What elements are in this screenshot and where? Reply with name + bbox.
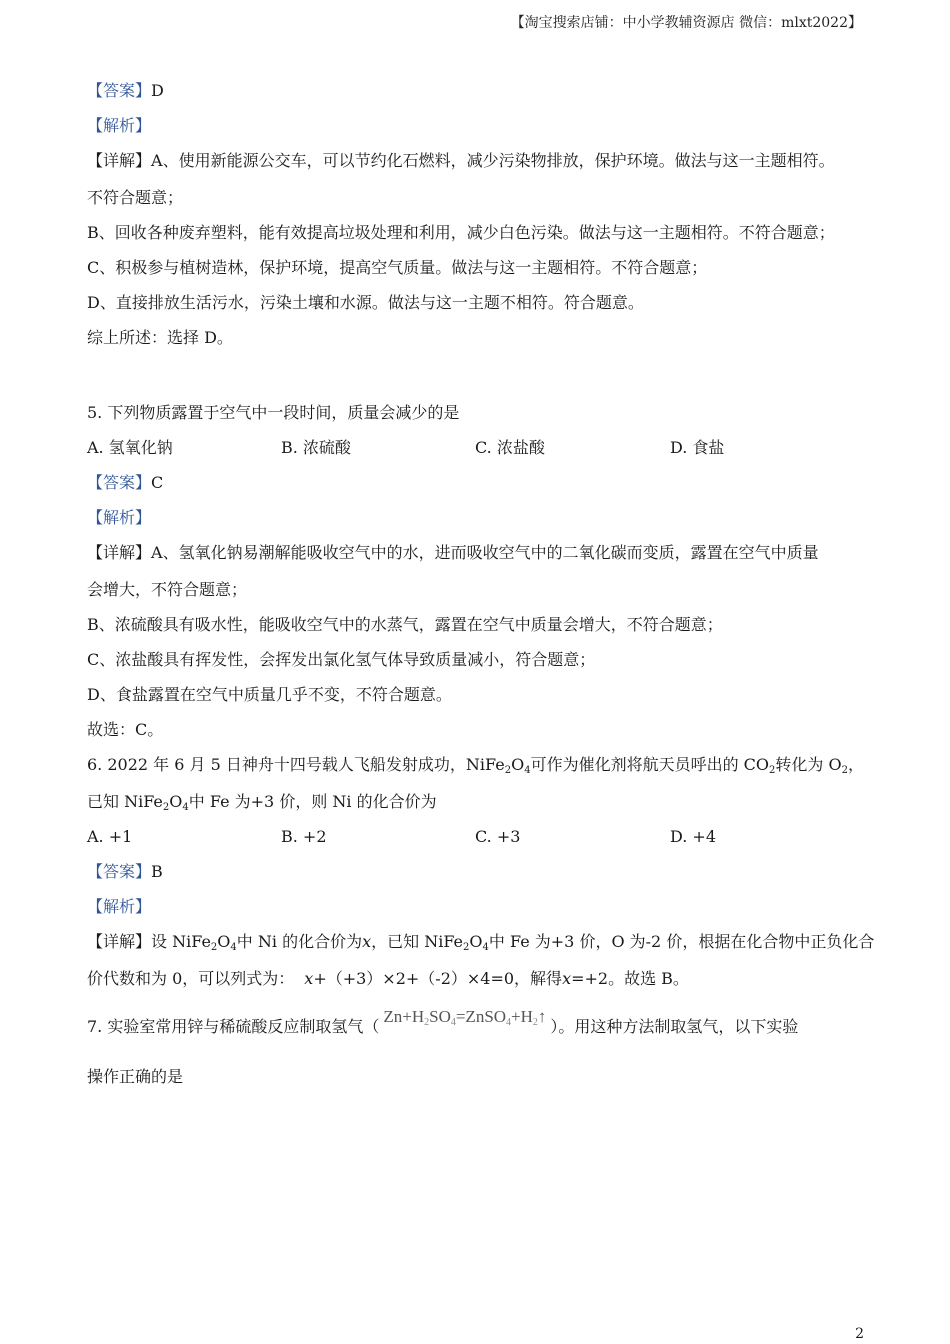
q4-summary: 综上所述：选择 D。 [87, 328, 233, 347]
q7-question-line2: 操作正确的是 [87, 1067, 184, 1086]
q5-detail-a2: 会增大，不符合题意； [87, 580, 248, 599]
q6-detail-line2: 价代数和为 0，可以列式为： x+（+3）×2+（-2）×4=0，解得x=+2。故选 B。 [87, 969, 689, 988]
q4-detail-a: 【详解】A、使用新能源公交车，可以节约化石燃料，减少污染物排放，保护环境。做法与这一主题相符。 [87, 151, 835, 170]
reaction-formula: $Zn+H_2SO_4=ZnSO_4+H_2↑$ [383, 1007, 547, 1028]
q5-answer: 【答案】C [87, 473, 164, 492]
q5-detail-d: D、食盐露置在空气中质量几乎不变，不符合题意。 [87, 685, 452, 704]
q4-analysis-tag: 【解析】 [87, 116, 152, 135]
q6-detail-line1: 【详解】设 $NiFe_2O_4$中 Ni 的化合价为x，已知 $NiFe_2O_4$中 Fe 为+3 价，O 为-2 价，根据在化合物中正负化合 [87, 932, 875, 953]
q4-answer: 【答案】D [87, 81, 164, 100]
page-number: 2 [855, 1326, 864, 1342]
q5-option-c: C. 浓盐酸 [475, 438, 545, 457]
q5-option-d: D. 食盐 [670, 438, 725, 457]
q6-option-d: D. +4 [670, 827, 717, 846]
answer-tag: 【答案】 [87, 81, 152, 100]
q6-question-line2: 已知 $NiFe_2O_4$中 Fe 为+3 价，则 Ni 的化合价为 [87, 792, 437, 813]
q4-detail-d: D、直接排放生活污水，污染土壤和水源。做法与这一主题不相符。符合题意。 [87, 293, 644, 312]
q5-option-b: B. 浓硫酸 [281, 438, 351, 457]
q5-detail-a: 【详解】A、氢氧化钠易潮解能吸收空气中的水，进而吸收空气中的二氧化碳而变质，露置在空气中质量 [87, 543, 819, 562]
q6-option-b: B. +2 [281, 827, 327, 846]
page-header: 【淘宝搜索店铺：中小学教辅资源店 微信：mlxt2022】 [510, 15, 862, 31]
q5-detail-c: C、浓盐酸具有挥发性，会挥发出氯化氢气体导致质量减小，符合题意； [87, 650, 596, 669]
q6-option-c: C. +3 [475, 827, 521, 846]
q4-detail-a2: 不符合题意； [87, 188, 184, 207]
q4-detail-b: B、回收各种废弃塑料，能有效提高垃圾处理和利用，减少白色污染。做法与这一主题相符。不符合题意； [87, 223, 835, 242]
q5-summary: 故选：C。 [87, 720, 164, 739]
q6-analysis-tag: 【解析】 [87, 897, 152, 916]
q5-option-a: A. 氢氧化钠 [87, 438, 173, 457]
q5-analysis-tag: 【解析】 [87, 508, 152, 527]
q6-question-line1: 6. 2022 年 6 月 5 日神舟十四号载人飞船发射成功，$NiFe_2O_4$可作为催化剂将航天员呼出的 $CO_2$转化为 $O_2$， [87, 755, 864, 776]
q5-question: 5. 下列物质露置于空气中一段时间，质量会减少的是 [87, 403, 460, 422]
q6-answer: 【答案】B [87, 862, 163, 881]
q4-detail-c: C、积极参与植树造林，保护环境，提高空气质量。做法与这一主题相符。不符合题意； [87, 258, 708, 277]
q7-question-line1: 7. 实验室常用锌与稀硫酸反应制取氢气$(Zn+H_2SO_4=ZnSO_4+H_2↑)$。用这种方法制取氢气，以下实验 [87, 1007, 799, 1036]
q5-detail-b: B、浓硫酸具有吸水性，能吸收空气中的水蒸气，露置在空气中质量会增大，不符合题意； [87, 615, 723, 634]
q6-option-a: A. +1 [87, 827, 133, 846]
